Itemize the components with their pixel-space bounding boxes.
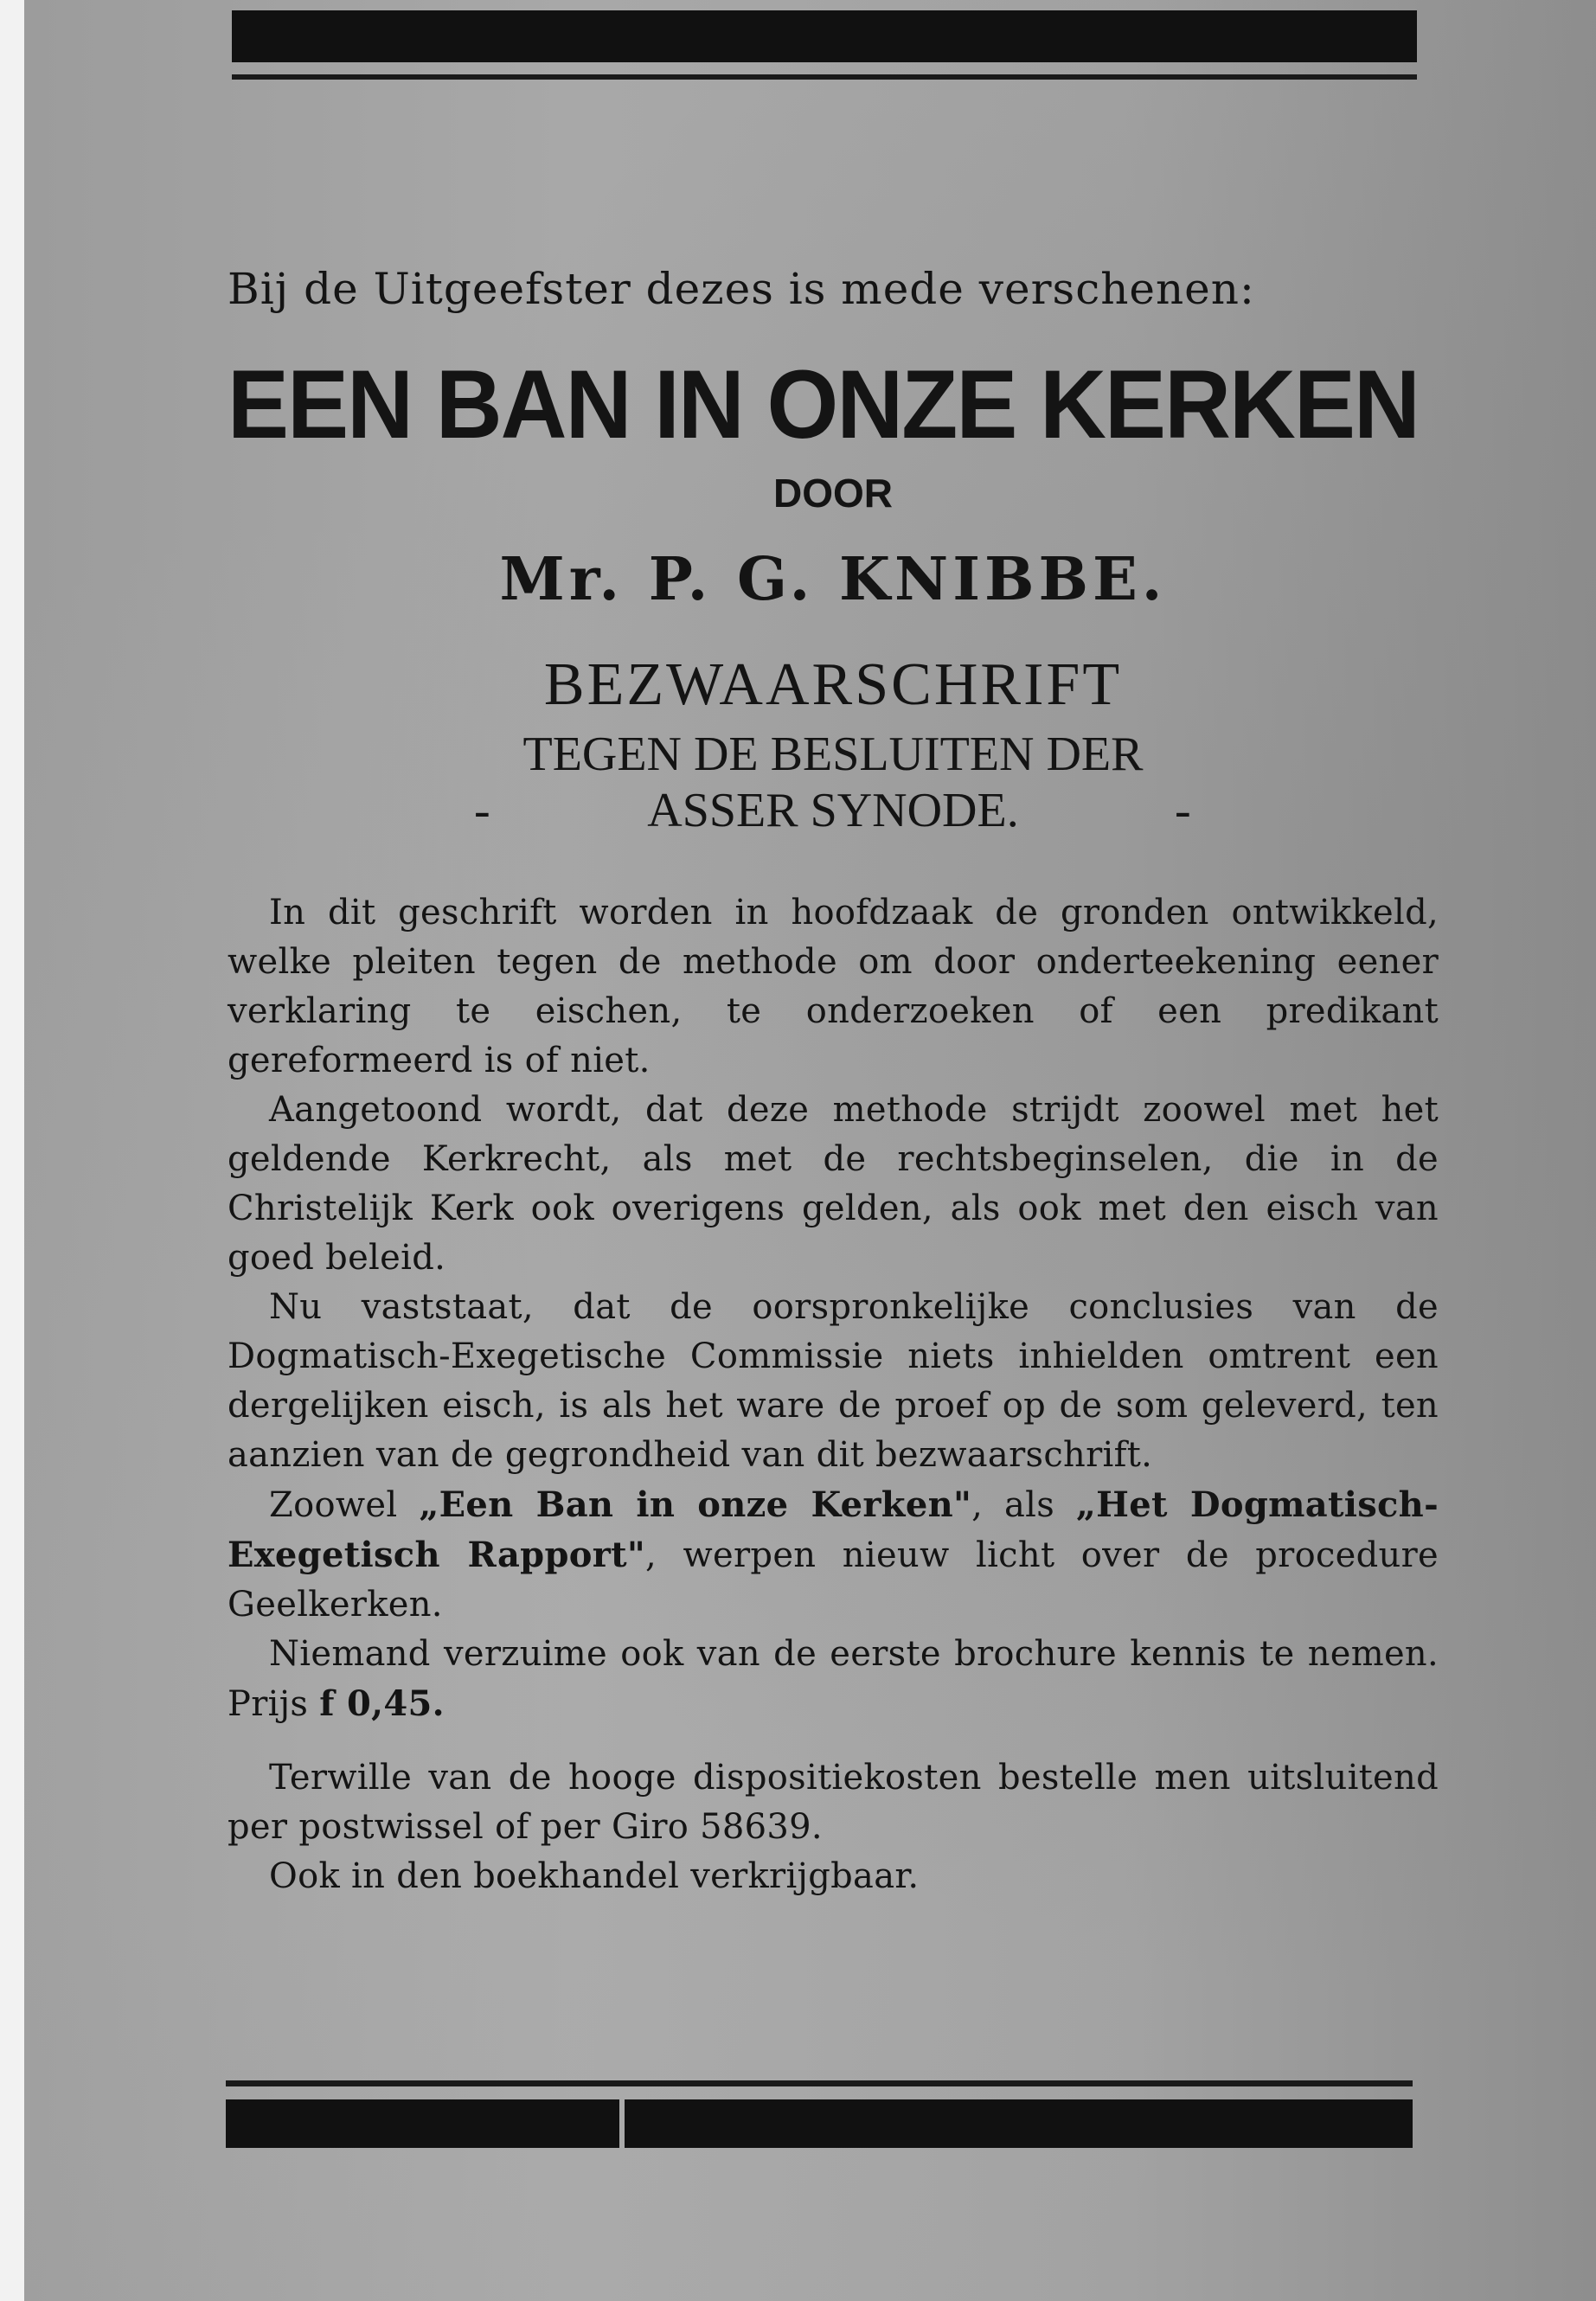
- paragraph-1: In dit geschrift worden in hoofdzaak de gronden ontwikkeld, welke pleiten tegen de methode om door onderteekening eener verklaring te eischen, te onderzoeken of een predikant gereformeerd is of niet.: [228, 893, 1439, 1080]
- top-border-bar: [232, 10, 1417, 62]
- subtitle-line-2: TEGEN DE BESLUITEN DER: [522, 727, 1144, 781]
- paragraph-3: Nu vaststaat, dat de oorspronkelijke conclusies van de Dogmatisch-Exegetische Commissie niets inhielden omtrent een dergelijken eisch, is als het ware de proef op de som geleverd, ten aanzien van de gegrondheid van dit bezwaarschrift.: [228, 1287, 1439, 1475]
- price: f 0,45.: [319, 1683, 445, 1724]
- paragraph-5-text: Niemand verzuime ook van de eerste brochure kennis te nemen. Prijs: [228, 1634, 1439, 1724]
- page: [24, 0, 1596, 2301]
- bottom-border-bar-left: [226, 2099, 619, 2148]
- paragraph-4-prefix: Zoowel: [269, 1485, 420, 1525]
- paragraph-4-suffix: , werpen nieuw licht over de procedure Geelkerken.: [228, 1535, 1439, 1625]
- paragraph-4-middle: , als: [971, 1485, 1076, 1525]
- top-border-line: [232, 74, 1417, 80]
- ordering-line-2: Ook in den boekhandel verkrijgbaar.: [269, 1856, 920, 1896]
- paragraph-4-title-2: „Het Dogmatisch-Exegetisch Rapport": [228, 1484, 1439, 1575]
- bottom-border-line: [226, 2080, 1413, 2086]
- intro-line: Bij de Uitgeefster dezes is mede verschenen:: [228, 264, 1255, 314]
- ordering-line-1: Terwille van de hooge dispositiekosten bestelle men uitsluitend per postwissel of per Giro 58639.: [228, 1758, 1439, 1847]
- author-name: Mr. P. G. KNIBBE.: [499, 545, 1167, 614]
- by-label: DOOR: [773, 471, 893, 516]
- subtitle-line-3: ASSER SYNODE.: [647, 784, 1019, 837]
- paragraph-4: [228, 1480, 1439, 1630]
- subtitle-dash-right: -: [1175, 784, 1191, 837]
- paragraph-2: Aangetoond wordt, dat deze methode strijdt zoowel met het geldende Kerkrecht, als met de rechtsbeginselen, die in de Christelijk Kerk ook overigens gelden, als ook met den eisch van goed beleid.: [228, 1090, 1439, 1278]
- subtitle-dash-left: -: [474, 784, 490, 837]
- subtitle-line-1: BEZWAARSCHRIFT: [543, 651, 1123, 718]
- description-text: [228, 888, 1439, 1901]
- bottom-border-bar-right: [625, 2099, 1413, 2148]
- ordering-info: [228, 1753, 1439, 1901]
- book-title: EEN BAN IN ONZE KERKEN: [228, 350, 1419, 458]
- paragraph-5: [228, 1630, 1439, 1729]
- paragraph-4-title-1: „Een Ban in onze Kerken": [419, 1484, 972, 1525]
